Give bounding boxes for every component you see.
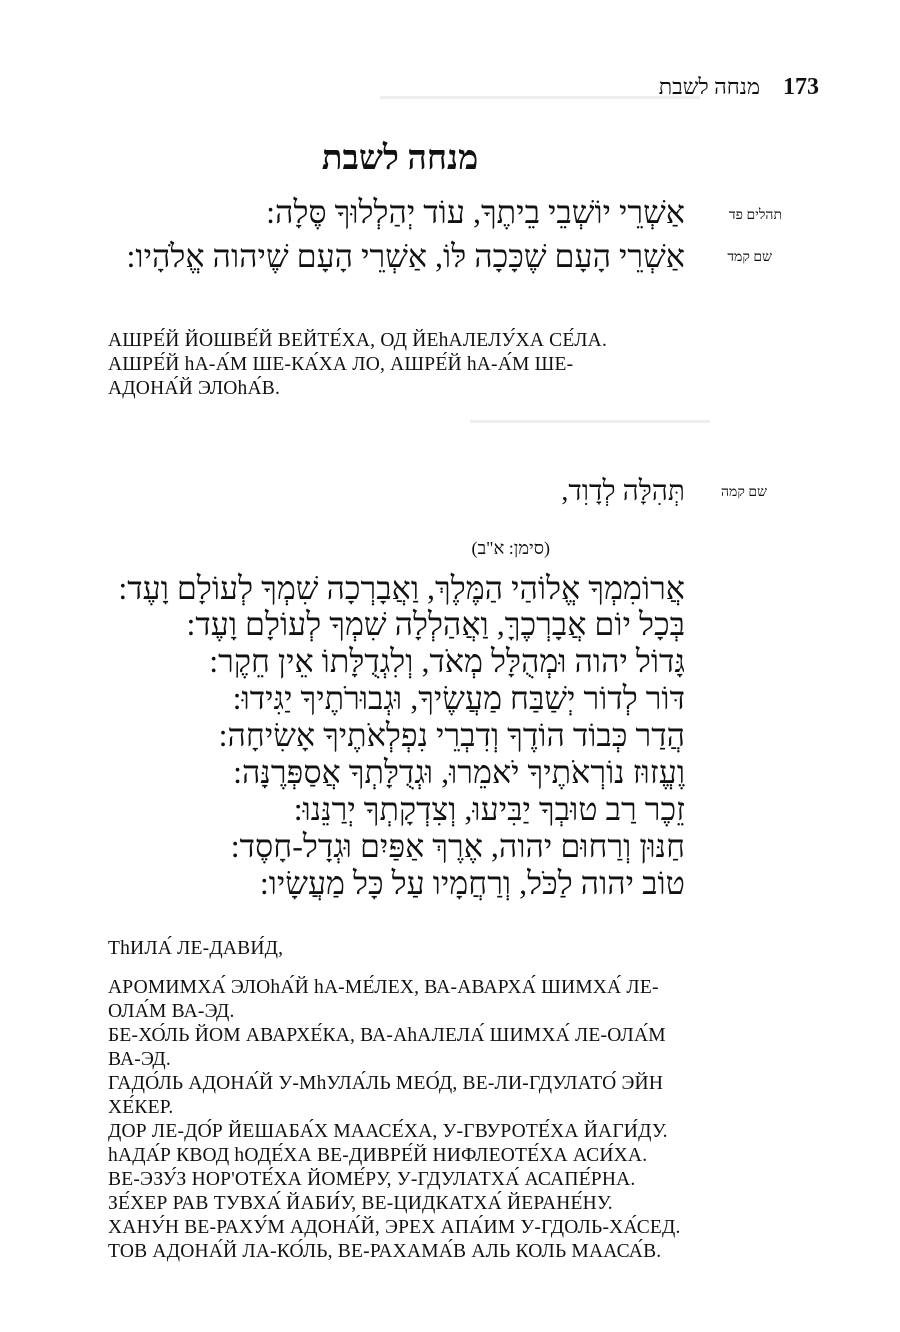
hebrew-verse-line: גָּדוֹל יהוה וּמְהֻלָּל מְאֹד, וְלִגְדֻלָּתוֹ אֵין חֵקֶר: xyxy=(209,643,685,679)
hebrew-verse-line: דּוֹר לְדוֹר יְשַׁבַּח מַעֲשֶׂיךָ, וּגְבוּרֹתֶיךָ יַגִּידוּ: xyxy=(232,680,685,716)
margin-reference: שם קמה xyxy=(721,485,767,500)
bleed-through-mark xyxy=(380,96,700,99)
margin-reference: שם קמד xyxy=(727,250,772,265)
hebrew-verse-line: אַשְׁרֵי יוֹשְׁבֵי בֵיתֶךָ, עוֹד יְהַלְלוּךָ סֶּלָה: xyxy=(266,194,685,230)
hebrew-verse-line: אַשְׁרֵי הָעָם שֶׁכָּכָה לּוֹ, אַשְׁרֵי הָעָם שֶׁיהוה אֱלֹהָיו: xyxy=(126,238,685,274)
hebrew-verse-line: הֲדַר כְּבוֹד הוֹדֶךָ וְדִבְרֵי נִפְלְאֹתֶיךָ אָשִׂיחָה: xyxy=(218,717,685,753)
hebrew-verse-line: טוֹב יהוה לַכֹּל, וְרַחֲמָיו עַל כָּל מַעֲשָׂיו: xyxy=(259,865,685,901)
transliteration-block: АШРЕ́Й ЙОШВЕ́Й ВЕЙТЕ́ХА, ОД ЙЕhАЛЕЛУ́ХА СЕ́ЛА. АШРЕ́Й hА-А́М ШЕ-КА́ХА ЛО, АШРЕ́Й hА-А́М ШЕ- АДОНА́Й ЭЛОhА́В. xyxy=(108,330,608,399)
hebrew-verse-line: בְּכָל יוֹם אֲבָרְכֶךָּ, וַאֲהַלְלָה שִׁמְךָ לְעוֹלָם וָעֶד: xyxy=(186,606,685,642)
transliteration-heading: ТhИЛА́ ЛЕ-ДАВИ́Д, xyxy=(108,938,284,959)
page-number: 173 xyxy=(783,74,819,100)
acrostic-note: (סימן: א"ב) xyxy=(471,538,550,558)
hebrew-verse-line: אֲרוֹמִמְךָ אֱלוֹהַי הַמֶּלֶךְ, וַאֲבָרְכָה שִׁמְךָ לְעוֹלָם וָעֶד: xyxy=(118,570,685,606)
hebrew-verse-line: חַנּוּן וְרַחוּם יהוה, אֶרֶךְ אַפַּיִם וּגְדָל-חָסֶד: xyxy=(230,828,685,864)
margin-reference: תהלים פד xyxy=(728,208,782,223)
psalm-heading: תְּהִלָּה לְדָוִד, xyxy=(561,476,685,507)
transliteration-block: АРОМИМХА́ ЭЛОhА́Й hА-МЕ́ЛЕХ, ВА-АВАРХА́ ШИМХА́ ЛЕ- ОЛА́М ВА-ЭД. БЕ-ХО́ЛЬ ЙОМ АВАРХЕ́КА, ВА-АhАЛЕЛА́ ШИМХА́ ЛЕ-ОЛА́М ВА-ЭД. ГАДО́ЛЬ АДОНА́Й У-МhУЛА́ЛЬ МЕО́Д, ВЕ-ЛИ-ГДУЛАТО́ ЭЙН ХЕ́КЕР. ДОР ЛЕ-ДО́Р ЙЕШАБА́Х МААСЕ́ХА, У-ГВУРОТЕ́ХА ЙАГИ́ДУ. hАДА́Р КВОД hОДЕ́ХА ВЕ-ДИВРЕ́Й НИФЛЕОТЕ́ХА АСИ́ХА. ВЕ-ЭЗУ́З НОР'ОТЕ́ХА ЙОМЕ́РУ, У-ГДУЛАТХА́ АСАПЕ́РНА. ЗЕ́ХЕР РАВ ТУВХА́ ЙАБИ́У, ВЕ-ЦИДКАТХА́ ЙЕРАНЕ́НУ. ХАНУ́Н ВЕ-РАХУ́М АДОНА́Й, ЭРЕХ АПА́ИМ У-ГДОЛЬ-ХА́СЕД. ТОВ АДОНА́Й ЛА-КО́ЛЬ, ВЕ-РАХАМА́В АЛЬ КОЛЬ МААСА́В. xyxy=(108,977,681,1262)
hebrew-verse-line: זֵכֶר רַב טוּבְךָ יַבִּיעוּ, וְצִדְקָתְךָ יְרַנֵּנוּ: xyxy=(293,791,685,827)
running-title: מנחה לשבת xyxy=(658,74,760,99)
bleed-through-mark xyxy=(470,420,710,423)
page-title: מנחה לשבת xyxy=(321,140,479,177)
hebrew-verse-line: וֶעֱזוּז נוֹרְאֹתֶיךָ יֹאמֵרוּ, וּגְדֻלָּתְךָ אֲסַפְּרֶנָּה: xyxy=(233,754,685,790)
